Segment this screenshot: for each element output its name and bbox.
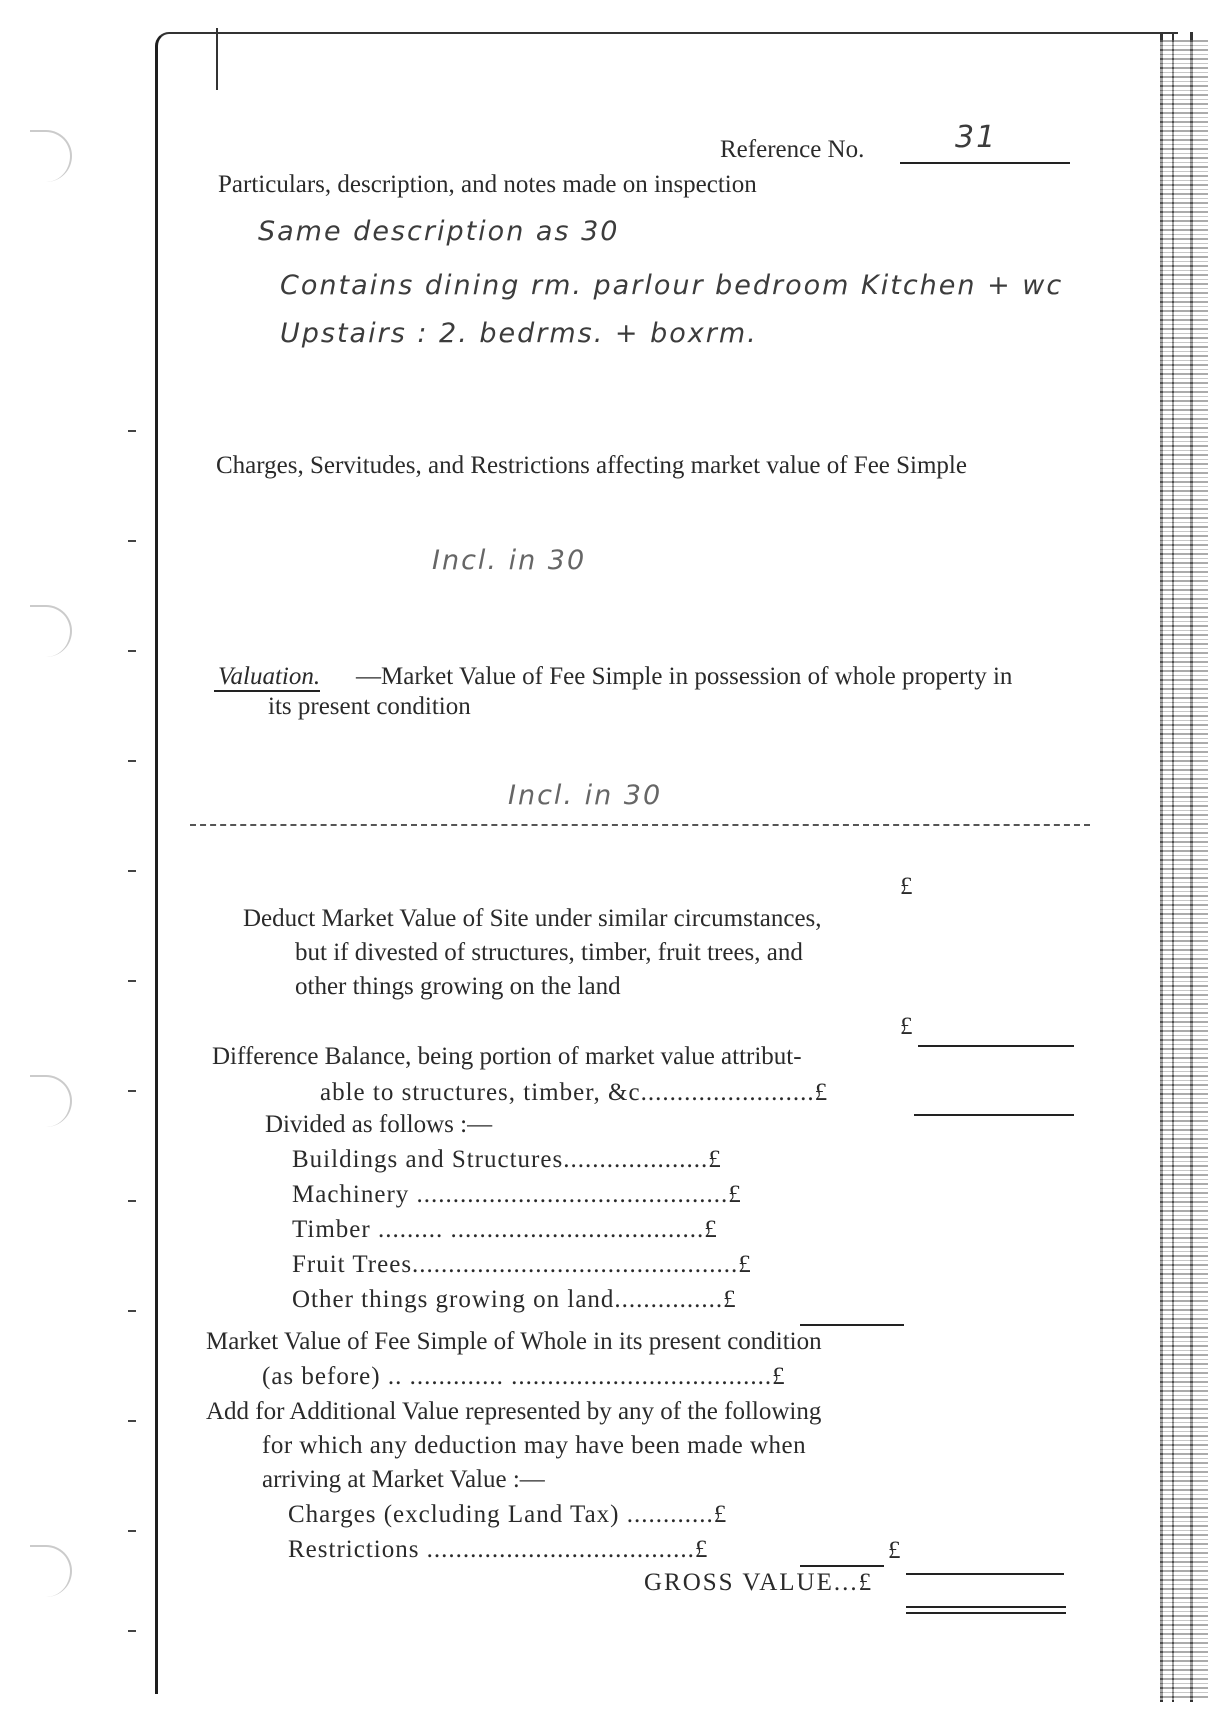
- amount-line[interactable]: [918, 1045, 1074, 1047]
- deduct-line: but if divested of structures, timber, fruit trees, and: [295, 939, 803, 966]
- punch-hole-mark: [30, 605, 72, 657]
- subtotal-line[interactable]: [800, 1565, 884, 1567]
- divided-item: Timber ......... ...................................£: [292, 1216, 718, 1243]
- particulars-note[interactable]: Same description as 30: [258, 216, 620, 247]
- punch-hole-mark: [30, 1545, 72, 1597]
- add-item: Restrictions .....................................£: [288, 1536, 709, 1563]
- reference-label: Reference No.: [720, 136, 865, 163]
- divided-item: Other things growing on land...............£: [292, 1286, 737, 1313]
- deduct-line: Deduct Market Value of Site under similar circumstances,: [243, 905, 822, 932]
- difference-line: able to structures, timber, &c........................£: [320, 1079, 829, 1106]
- market-whole-line: (as before) .. ............. ....................................£: [262, 1363, 786, 1390]
- charges-heading: Charges, Servitudes, and Restrictions affecting market value of Fee Simple: [216, 452, 967, 479]
- pound-sign: £: [900, 873, 913, 900]
- particulars-note[interactable]: Contains dining rm. parlour bedroom Kitchen + wc: [280, 270, 1064, 301]
- binding-ticks: [128, 430, 140, 1650]
- particulars-heading: Particulars, description, and notes made on inspection: [218, 171, 757, 198]
- valuation-label: Valuation.: [218, 663, 321, 690]
- section-separator: [190, 824, 1090, 826]
- add-line: for which any deduction may have been made when: [262, 1432, 807, 1459]
- amount-line[interactable]: [914, 1114, 1074, 1116]
- reference-underline: [900, 162, 1070, 164]
- valuation-note[interactable]: Incl. in 30: [508, 780, 663, 811]
- market-whole-line: Market Value of Fee Simple of Whole in its present condition: [206, 1328, 822, 1355]
- pound-sign: £: [900, 1013, 913, 1040]
- gross-value-line[interactable]: [906, 1606, 1066, 1608]
- divided-item: Buildings and Structures....................£: [292, 1146, 722, 1173]
- amount-line[interactable]: [906, 1573, 1064, 1575]
- gross-value-double-line: [906, 1612, 1066, 1614]
- deduct-line: other things growing on the land: [295, 973, 621, 1000]
- valuation-text-2: its present condition: [268, 693, 471, 720]
- charges-note[interactable]: Incl. in 30: [432, 545, 587, 576]
- divided-item: Fruit Trees.............................................£: [292, 1251, 752, 1278]
- reference-number[interactable]: 31: [955, 120, 998, 155]
- valuation-text: —Market Value of Fee Simple in possession of whole property in: [356, 663, 1013, 690]
- divided-item: Machinery ...........................................£: [292, 1181, 742, 1208]
- scan-edge-noise: [1160, 40, 1208, 1700]
- punch-hole-mark: [30, 130, 72, 182]
- subtotal-line[interactable]: [800, 1324, 904, 1326]
- add-line: arriving at Market Value :—: [262, 1466, 545, 1493]
- punch-hole-mark: [30, 1075, 72, 1127]
- add-line: Add for Additional Value represented by any of the following: [206, 1398, 822, 1425]
- pound-sign: £: [888, 1537, 901, 1564]
- gross-value-label: GROSS VALUE...£: [644, 1569, 874, 1596]
- difference-line: Difference Balance, being portion of market value attribut-: [212, 1043, 802, 1070]
- particulars-note[interactable]: Upstairs : 2. bedrms. + boxrm.: [280, 318, 758, 349]
- page-corner-mark: [216, 28, 218, 90]
- divided-heading: Divided as follows :—: [265, 1111, 493, 1138]
- add-item: Charges (excluding Land Tax) ............£: [288, 1501, 728, 1528]
